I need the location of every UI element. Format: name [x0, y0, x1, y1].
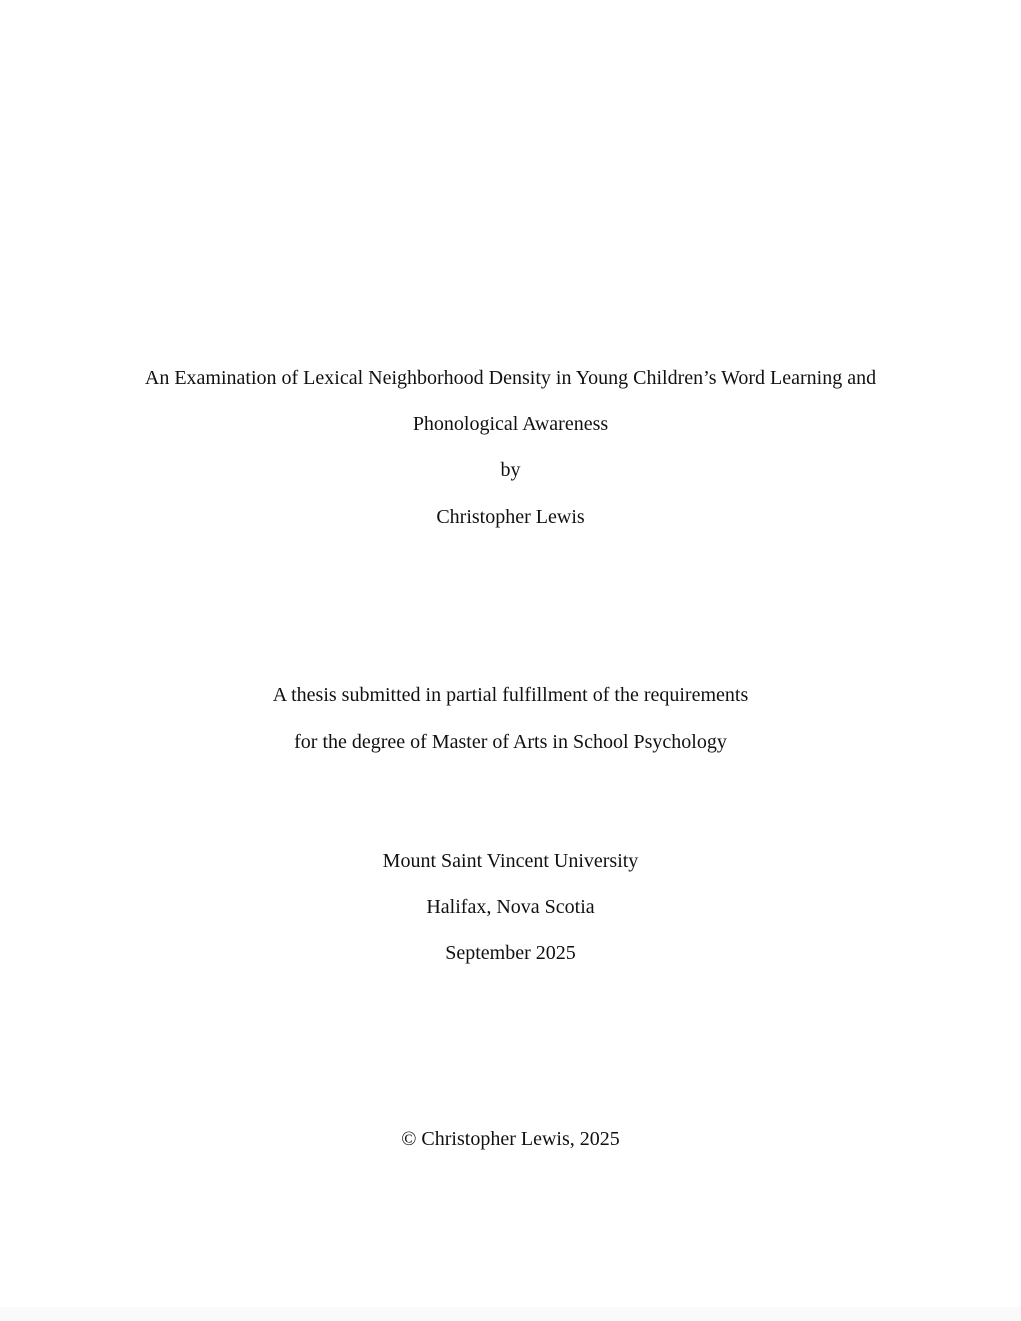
- submission-statement-line-1: A thesis submitted in partial fulfillment of the requirements: [272, 684, 749, 706]
- submission-date: September 2025: [445, 942, 576, 964]
- copyright-notice: © Christopher Lewis, 2025: [401, 1128, 620, 1150]
- university-location: Halifax, Nova Scotia: [426, 896, 595, 918]
- thesis-title-line-1: An Examination of Lexical Neighborhood Density in Young Children’s Word Learning and: [144, 367, 877, 389]
- thesis-title-line-2: Phonological Awareness: [412, 413, 609, 435]
- byline: by: [500, 459, 521, 481]
- author-name: Christopher Lewis: [436, 506, 585, 528]
- page-bottom-edge: [0, 1307, 1021, 1321]
- university-name: Mount Saint Vincent University: [382, 850, 639, 872]
- submission-statement-line-2: for the degree of Master of Arts in School Psychology: [294, 731, 727, 753]
